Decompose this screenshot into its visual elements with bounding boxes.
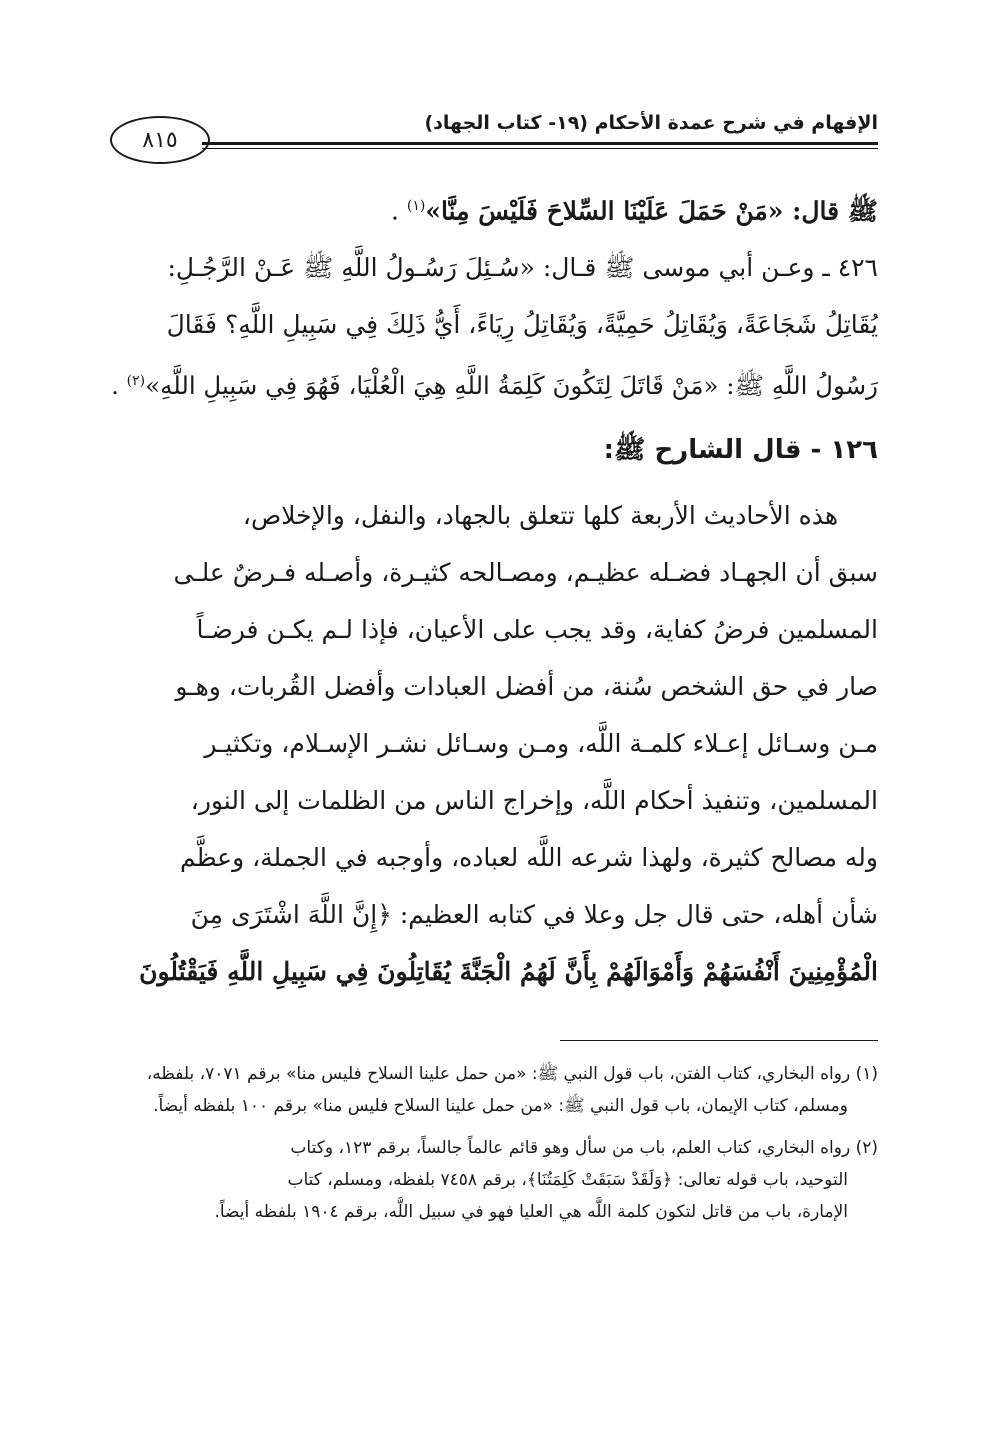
- header-rule-thin: [202, 148, 878, 149]
- footnote-line: التوحيد، باب قوله تعالى: ﴿وَلَقَدْ سَبَقَتْ كَلِمَتُنَا﴾، برقم ٧٤٥٨ بلفظه، ومسلم، كتاب: [287, 1170, 848, 1190]
- page-header: [110, 108, 878, 168]
- quran-verse-line: الْمُؤْمِنِينَ أَنْفُسَهُمْ وَأَمْوَالَهُمْ بِأَنَّ لَهُمُ الْجَنَّةَ يُقَاتِلُونَ فِي سَبِيلِ اللَّهِ فَيَقْتُلُونَ: [139, 957, 878, 987]
- hadith-text: ﷺ قال: «مَنْ حَمَلَ عَلَيْنَا السِّلاحَ فَلَيْسَ مِنَّا»: [425, 196, 878, 226]
- paragraph-line: هذه الأحاديث الأربعة كلها تتعلق بالجهاد، والنفل، والإخلاص،: [242, 501, 838, 531]
- paragraph-line: صار في حق الشخص سُنة، من أفضل العبادات وأفضل القُربات، وهـو: [175, 672, 878, 702]
- paragraph-line: وله مصالح كثيرة، ولهذا شرعه اللَّه لعباده، وأوجبه في الجملة، وعظَّم: [180, 843, 878, 873]
- main-text: [110, 178, 878, 1000]
- footnote-ref: (١): [406, 198, 426, 214]
- header-rule: [202, 142, 878, 145]
- footnote-line: الإمارة، باب من قاتل لتكون كلمة اللَّه هي العليا فهو في سبيل اللَّه، برقم ١٩٠٤ بلفظه أيضاً.: [214, 1202, 848, 1222]
- footnote-2: [110, 1132, 878, 1228]
- section-heading: ١٢٦ - قال الشارح ﷺ:: [603, 435, 878, 466]
- footnote-line: ومسلم، كتاب الإيمان، باب قول النبي ﷺ: «من حمل علينا السلاح فليس منا» برقم ١٠٠ بلفظه أيضاً.: [153, 1096, 848, 1116]
- footnote-1: [110, 1058, 878, 1122]
- footnote-ref: (٢): [126, 373, 146, 390]
- paragraph-line: شأن أهله، حتى قال جل وعلا في كتابه العظيم: ﴿إِنَّ اللَّهَ اشْتَرَى مِنَ: [190, 900, 878, 930]
- hadith-line: يُقَاتِلُ شَجَاعَةً، وَيُقَاتِلُ حَمِيَّةً، وَيُقَاتِلُ رِيَاءً، أَيُّ ذَلِكَ فِي سَبِيلِ اللَّهِ؟ فَقَالَ: [166, 310, 878, 340]
- hadith-text: رَسُولُ اللَّهِ ﷺ: «مَنْ قَاتَلَ لِتَكُونَ كَلِمَةُ اللَّهِ هِيَ الْعُلْيَا، فَهُوَ فِي سَبِيلِ اللَّهِ»: [145, 371, 878, 401]
- paragraph-line: سبق أن الجهـاد فضـله عظيـم، ومصـالحه كثيـرة، وأصـله فـرضٌ علـى: [173, 558, 878, 588]
- page-number: ٨١٥: [110, 116, 210, 164]
- footnote-separator: [560, 1040, 878, 1041]
- paragraph-line: المسلمين، وتنفيذ أحكام اللَّه، وإخراج الناس من الظلمات إلى النور،: [190, 786, 878, 816]
- paragraph-line: المسلمين فرضُ كفاية، وقد يجب على الأعيان، فإذا لـم يكـن فرضـاً: [196, 615, 878, 645]
- footnotes: [110, 1058, 878, 1238]
- footnote-line: (٢) رواه البخاري، كتاب العلم، باب من سأل وهو قائم عالماً جالساً، برقم ١٢٣، وكتاب: [290, 1138, 878, 1158]
- hadith-line: ٤٢٦ ـ وعـن أبي موسى ﷺ قـال: «سُـئِلَ رَسُـولُ اللَّهِ ﷺ عَـنْ الرَّجُـلِ:: [167, 253, 878, 283]
- paragraph-line: مـن وسـائل إعـلاء كلمـة اللَّه، ومـن وسـائل نشـر الإسـلام، وتكثيـر: [204, 729, 878, 759]
- running-title: الإفهام في شرح عمدة الأحكام (١٩- كتاب الجهاد): [424, 112, 878, 134]
- footnote-line: (١) رواه البخاري، كتاب الفتن، باب قول النبي ﷺ: «من حمل علينا السلاح فليس منا» برقم ٧٠٧١، بلفظه،: [146, 1064, 878, 1084]
- hadith-line: رَسُولُ اللَّهِ ﷺ: «مَنْ قَاتَلَ لِتَكُونَ كَلِمَةُ اللَّهِ هِيَ الْعُلْيَا، فَهُوَ فِي سَبِيلِ اللَّهِ»$^{(٢)}$ .: [111, 371, 878, 401]
- hadith-line: ﷺ قال: «مَنْ حَمَلَ عَلَيْنَا السِّلاحَ فَلَيْسَ مِنَّا»$^{(١)}$ .: [391, 196, 878, 226]
